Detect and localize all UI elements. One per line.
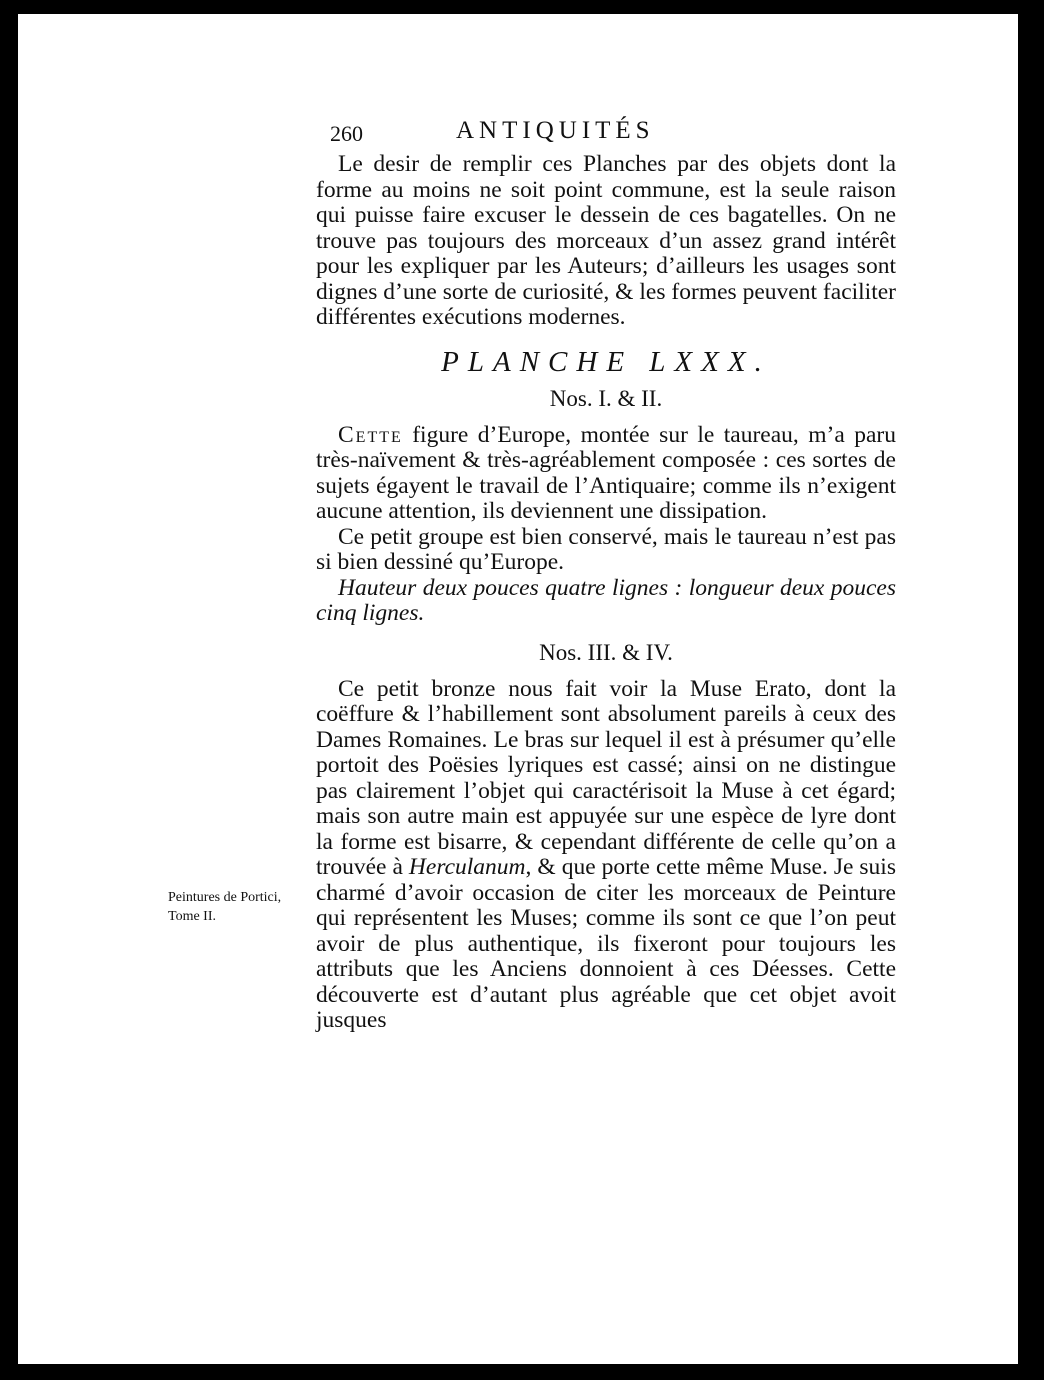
plate-title: PLANCHE LXXX. xyxy=(441,345,771,378)
section2-text-part1: Ce petit bronze nous fait voir la Muse Erato, dont la coëffure & l’habillement sont absolument pareils à ceux des Dames Romaines. Le bras sur lequel il est à présumer qu’elle portoit des Poësies lyriques est cassé; ainsi on ne distingue pas clairement l’objet qui caractérisoit la Muse à cet égard; mais son autre main est appuyée sur une espèce de lyre dont la forme est bisarre, & cependant différente de celle qu’on a trouvée à xyxy=(316,675,896,880)
dimensions-note: Hauteur deux pouces quatre lignes : longueur deux pouces cinq lignes. xyxy=(316,574,896,626)
margin-note: Peintures de Portici, Tome II. xyxy=(168,890,282,924)
page-number: 260 xyxy=(330,121,363,146)
section1-paragraph-1 xyxy=(316,423,896,525)
running-title: ANTIQUITÉS xyxy=(456,117,655,144)
section1-paragraph-2: Ce petit groupe est bien conservé, mais le taureau n’est pas si bien dessiné qu’Europe. xyxy=(316,523,896,575)
text-block xyxy=(316,118,896,1034)
document-page xyxy=(18,14,1018,1364)
place-name: Herculanum xyxy=(408,854,526,880)
section2-text-part2: , & que porte cette même Muse. Je suis charmé d’avoir occasion de citer les morceaux de Peinture qui représentent les Muses; comme ils sont ce que l’on peut avoir de plus authentique, ils fixeront pour toujours les attributs que les Anciens donnoient à ces Déesses. Cette découverte est d’autant plus agréable que cet objet avoit jusques xyxy=(316,854,896,1033)
intro-paragraph: Le desir de remplir ces Planches par des objets dont la forme au moins ne soit point commune, est la seule raison qui puisse faire excuser le dessein de ces bagatelles. On ne trouve pas toujours des morceaux d’un assez grand intérêt pour les expliquer par les Auteurs; d’ailleurs les usages sont dignes d’une sorte de curiosité, & les formes peuvent faciliter différentes exécutions modernes. xyxy=(316,151,896,330)
section-heading-2: Nos. III. & IV. xyxy=(539,639,673,665)
running-head xyxy=(316,118,896,152)
lead-word: Cette xyxy=(338,421,403,448)
section1-paragraph-1-text: figure d’Europe, montée sur le taureau, m’a paru très-naïvement & très-agréablement composée : ces sortes de sujets égayent le travail de l’Antiquaire; comme ils n’exigent aucune attention, ils deviennent une dissipation. xyxy=(316,421,896,524)
section2-paragraph xyxy=(316,677,896,1034)
section-heading-1: Nos. I. & II. xyxy=(549,385,663,411)
